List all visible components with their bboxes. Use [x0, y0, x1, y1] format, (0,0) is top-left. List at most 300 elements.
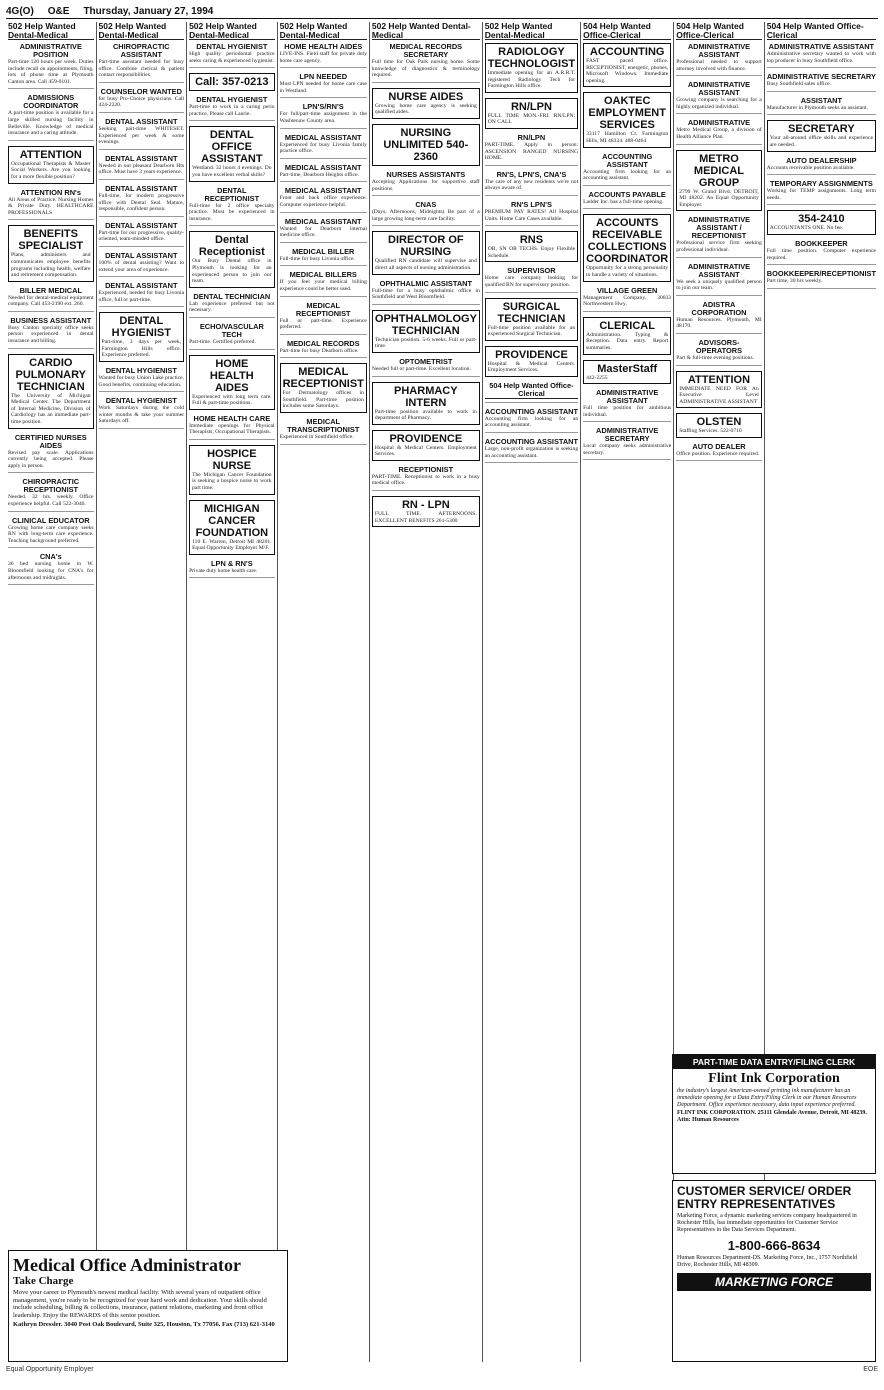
classified-ad [372, 310, 480, 353]
ad-title: DENTAL ASSISTANT [105, 116, 178, 126]
ad-text: Seeking part-time WHITESET. Experienced per week & some evenings. [98, 125, 185, 146]
ad-title: RN'S LPN'S [510, 199, 552, 209]
ad-title: ADMINISTRATIVE ASSISTANT [687, 42, 751, 59]
ad-title: PROVIDENCE [389, 432, 463, 445]
classified-ad [8, 287, 94, 312]
classified-ad [189, 323, 275, 350]
classified-ad [189, 126, 275, 181]
ad-title: HOME HEALTH AIDES [209, 357, 254, 394]
classified-ad [583, 317, 671, 355]
ad-title: COUNSELOR WANTED [100, 86, 182, 96]
ad-title: ASSISTANT [800, 95, 843, 105]
classified-ad [583, 287, 671, 312]
ad-text: IMMEDIATE NEED FOR An Executive Level ADMINISTRATIVE ASSISTANT [679, 385, 759, 405]
ad-title: BENEFITS SPECIALIST [18, 228, 84, 253]
classified-ad [583, 214, 671, 281]
ad-title: NURSING UNLIMITED 540-2360 [383, 126, 469, 163]
classified-ad [676, 150, 762, 212]
classified-ad [280, 134, 367, 159]
classified-ad [99, 367, 185, 392]
classified-ad [767, 43, 876, 68]
section-heading: 504 Help Wanted Office-Clerical [583, 22, 671, 40]
classified-ad [372, 382, 480, 425]
ad-text: 36 bed nursing home in W. Bloomfield looking for CNA's for afternoons and midnights. [8, 561, 94, 581]
ad-title: DENTAL ASSISTANT [105, 281, 178, 291]
ad-title: OPHTHALMOLOGY TECHNICIAN [374, 312, 477, 337]
classified-ad [189, 73, 275, 91]
ad-title: MEDICAL RECORDS SECRETARY [389, 42, 463, 59]
ad-title: VILLAGE GREEN [596, 285, 658, 295]
ad-text: If you feel your medical billing experience could be better used. [279, 279, 367, 292]
ad-text: Working for TEMP assignments. Long term needs. [766, 188, 876, 201]
ad-text: Needed for dental-medical equipment company. Call 453-2190 ext. 260. [8, 294, 94, 308]
ad-text: Revised pay scale. Applications currently being accepted. Please apply in person. [8, 449, 94, 469]
ad-text: Management Company. 30833 Northwestern Hwy. [583, 294, 672, 308]
ad-text: Accounts receivable position available. [766, 164, 855, 171]
classified-ad [189, 500, 275, 555]
ad-title: METRO MEDICAL GROUP [693, 152, 745, 189]
ad-text: Full or part-time. Experience preferred. [279, 317, 367, 331]
ad-text: We seek a uniquely qualified person to join our team. [676, 278, 762, 292]
ad-title: DENTAL ASSISTANT [105, 153, 178, 163]
ad-title: HOME HEALTH AIDES [284, 42, 363, 51]
ad-text: 2799 W. Grand Blvd. DETROIT, MI 48202. An Equal Opportunity Employer. [679, 188, 759, 208]
section-heading: 502 Help Wanted Dental-Medical [8, 22, 94, 40]
ad-text: Hospital & Medical Centers. Employment Services. [374, 444, 477, 458]
ad-title: CHIROPRACTIC ASSISTANT [112, 42, 170, 59]
ad-text: (Days, Afternoons, Midnights) Be part of a large growing long-term care facility. [371, 209, 480, 222]
ad-text: The University of Michigan Medical Center. The Department of Internal Medicine, Division of Cardiology has an immediate part-time position. [11, 392, 91, 426]
ad-title: TEMPORARY ASSIGNMENTS [769, 179, 873, 189]
classified-ad [583, 389, 671, 422]
ad-text: Full-time for 2 office specialty practice. Must be experienced in insurance. [189, 202, 275, 222]
classified-ad [8, 94, 94, 140]
ad-text: 442-2255 [586, 374, 608, 381]
classified-ad [8, 354, 94, 429]
ad-title: ADVISORS-OPERATORS [695, 337, 743, 355]
mforce-address: Human Resources Department-DS. Marketing Force, Inc., 1757 Northfield Drive, Rochester Hills, MI 48309. [677, 1255, 858, 1268]
ad-title: LPN & RN'S [211, 558, 253, 568]
ad-title: ATTENTION [687, 373, 751, 386]
classified-ad [8, 478, 94, 511]
ad-text: 100% of dental assisting? Want to extend your area of experience. [98, 259, 185, 273]
section-heading: 502 Help Wanted Dental-Medical [280, 22, 367, 40]
classified-ad [767, 270, 876, 289]
classified-ad [583, 191, 671, 210]
ad-text: Home care company looking for qualified RN for supervisory position. [484, 275, 579, 288]
ad-text: Full time position for ambitious individual. [583, 405, 672, 418]
ad-title: MEDICAL ASSISTANT [284, 216, 362, 226]
ad-text: Part-time to work in a caring perio practice. Please call Laurie. [189, 104, 275, 117]
ad-text: Part-time for busy Dearborn office. [279, 347, 359, 354]
classified-ad [485, 43, 578, 93]
medical-office-ad [8, 1250, 288, 1362]
ad-title: ACCOUNTING ASSISTANT [484, 406, 579, 416]
classified-ad [676, 263, 762, 296]
classified-ad [280, 271, 367, 296]
ad-title: DENTAL ASSISTANT [105, 220, 178, 230]
mforce-title: CUSTOMER SERVICE/ ORDER ENTRY REPRESENTATIVES [677, 1184, 852, 1211]
medad-subtitle: Take Charge [13, 1275, 74, 1287]
ad-title: ADMINISTRATIVE ASSISTANT [687, 80, 751, 98]
classified-ad [676, 119, 762, 144]
ad-title: DIRECTOR OF NURSING [388, 234, 464, 259]
classified-ad [189, 560, 275, 579]
footer-right: EOE [863, 1366, 878, 1373]
ad-text: FULL TIME MON.-FRI. RN/LPN: ON CALL [487, 112, 576, 126]
ad-text: FULL TIME. AFTERNOONS. EXCELLENT BENEFITS 261-5300 [374, 511, 477, 524]
ad-text: Busy Southfield sales office. [766, 81, 831, 88]
classified-ad [767, 240, 876, 265]
ad-text: Private duty home health care. [189, 567, 258, 574]
ad-text: Full-time for a busy ophthalmic office in Southfield and West Bloomfield. [371, 287, 480, 301]
ad-title: PROVIDENCE [495, 348, 568, 361]
classified-ad [676, 43, 762, 76]
ad-text: PREMIUM PAY RATES! All Hospital Units. Home Care Cases available. [484, 208, 579, 222]
ad-text: Immediate openings for Physical Therapists, Occupational Therapists. [189, 422, 275, 436]
ad-title: PHARMACY INTERN [394, 384, 458, 409]
ad-text: Manufacturer in Plymouth seeks an assistant. [766, 104, 869, 111]
ad-text: Occupational Therapists & Master Social Workers. Are you looking for a more flexible position? [11, 160, 91, 180]
classified-ad [99, 118, 185, 150]
ad-title: DENTAL TECHNICIAN [193, 291, 271, 301]
classified-ad [372, 466, 480, 491]
ad-text: 110 E. Warren, Detroit MI 48201. Equal Opportunity Employer M/F. [192, 538, 272, 552]
ad-title: ADMISSIONS COORDINATOR [23, 93, 79, 111]
ad-title: BILLER MEDICAL [19, 285, 82, 295]
ad-text: Experienced, needed for busy Livonia office, full or part-time. [98, 290, 185, 303]
classified-ad [485, 438, 578, 463]
ad-title: ADMINISTRATIVE ASSISTANT [687, 261, 751, 279]
medad-title: Medical Office Administrator [13, 1255, 241, 1275]
ad-title: ACCOUNTS PAYABLE [588, 189, 666, 199]
ad-title: OPTOMETRIST [399, 356, 453, 366]
ad-title: MEDICAL TRANSCRIPTIONIST [287, 417, 360, 435]
ad-title: MEDICAL ASSISTANT [284, 162, 362, 172]
classified-ad [280, 164, 367, 183]
classified-ad [189, 445, 275, 495]
classified-ad [485, 98, 578, 129]
section-heading: 504 Help Wanted Office-Clerical [676, 22, 762, 40]
ad-title: NURSES ASSISTANTS [386, 169, 466, 179]
classified-ad [485, 382, 578, 403]
classified-ad [676, 339, 762, 366]
ad-text: Wanted for Dearborn internal medicine office. [279, 225, 367, 239]
ad-title: ADMINISTRATIVE SECRETARY [596, 426, 659, 444]
classified-ad [676, 216, 762, 257]
ad-text: ACCOUNTANTS ONE. No fee. [769, 225, 844, 232]
classified-ad [99, 43, 185, 83]
classified-ad [280, 363, 367, 413]
ad-title: ADMINISTRATIVE ASSISTANT [768, 42, 875, 51]
ad-title: DENTAL ASSISTANT [105, 250, 178, 260]
classified-ad [372, 201, 480, 226]
ad-text: Experienced with long term care. Full & part-time positions. [192, 393, 272, 407]
classified-ad [8, 317, 94, 349]
ad-text: Full-time position available for an experienced Surgical Technician. [487, 324, 576, 338]
ad-title: OPHTHALMIC ASSISTANT [379, 278, 473, 288]
classified-ad [280, 43, 367, 68]
ad-title: ACCOUNTS RECEIVABLE COLLECTIONS COORDINATOR [586, 217, 669, 266]
ad-title: DENTAL HYGIENIST [196, 42, 268, 51]
ad-text: LIVE-INS. Field staff for private duty home care agency. [279, 51, 367, 64]
ad-title: 354-2410 [798, 213, 845, 226]
section-heading: 502 Help Wanted Dental-Medical [485, 22, 578, 40]
ad-text: Administration. Typing & Reception. Data entry. Report summaries. [586, 331, 669, 351]
classified-ad [676, 81, 762, 114]
ad-title: RN'S, LPN'S, CNA'S [496, 169, 567, 179]
ad-text: High quality periodontal practice seeks caring & experienced hygienist. [189, 51, 275, 64]
classified-ad [485, 171, 578, 196]
classified-ad [372, 280, 480, 305]
ad-text: Office position. Experience required. [676, 450, 760, 457]
classified-ad [8, 43, 94, 89]
ad-title: SUPERVISOR [507, 266, 556, 276]
classified-ad [767, 120, 876, 151]
ad-title: DENTAL OFFICE ASSISTANT [201, 129, 263, 166]
ad-title: CLINICAL EDUCATOR [11, 515, 90, 525]
ad-text: Opportunity for a strong personality to handle a variety of situations. [586, 265, 669, 278]
classified-ad [485, 408, 578, 433]
section-heading: 502 Help Wanted Dental-Medical [372, 22, 480, 40]
ad-title: ATTENTION [19, 148, 82, 161]
classified-ad [372, 496, 480, 527]
ad-title: ADMINISTRATIVE ASSISTANT / RECEPTIONIST [687, 215, 751, 241]
classified-ad [99, 88, 185, 113]
medad-text: Move your career to Plymouth's newest medical facility. With several years of outpatient office management, you're ready to be recognized for your hard work and dedication. Your skills should include scheduling, billing & collections, insurance, patient relations, marketing and front office leadership. Enjoy the REWARDS of this senior position. [13, 1289, 267, 1319]
classified-ad [767, 180, 876, 205]
ad-text: Needed. 32 hrs. weekly. Office experience helpful. Call 522-3040. [8, 494, 94, 507]
classified-ad [280, 418, 367, 445]
classified-ad [485, 201, 578, 226]
ad-title: ECHO/VASCULAR TECH [199, 321, 264, 339]
ad-title: ADMINISTRATIVE POSITION [19, 42, 82, 59]
section-heading: 504 Help Wanted Office-Clerical [767, 22, 876, 40]
ad-text: Ladder Inc. has a full-time opening. [583, 198, 664, 205]
ad-title: OAKTEC EMPLOYMENT SERVICES [588, 95, 666, 132]
classified-ad [280, 248, 367, 267]
ad-title: DENTAL HYGIENIST [111, 315, 171, 340]
ad-title: ATTENTION RN's [20, 187, 81, 197]
ad-text: Administrative secretary wanted to work with top producer in busy Southfield office. [766, 51, 876, 64]
mforce-phone: 1-800-666-8634 [727, 1238, 821, 1253]
ad-text: Plans, administers and communicates employee benefits programs including health, welfare and retirement compensation. [11, 252, 91, 279]
ad-text: Full-time, for modern progressive office with Dental Seal. Mature, responsible, confident person. [98, 192, 185, 213]
classified-ad [767, 73, 876, 92]
ad-title: CLERICAL [599, 319, 655, 332]
ad-text: Needed in our pleasant Dearborn Hts office. Must have 3 years experience. [98, 162, 185, 176]
classified-ad [372, 358, 480, 377]
classified-ad [8, 517, 94, 549]
ad-title: RN/LPN [510, 100, 552, 113]
ad-title: CHIROPRACTIC RECEPTIONIST [22, 477, 80, 495]
classified-ad [189, 231, 275, 287]
ad-title: DENTAL HYGIENIST [105, 396, 177, 406]
ad-text: Growing home care company seeks RN with long-term care experience. Teaching background preferred. [8, 524, 94, 544]
flint-address: FLINT INK CORPORATION. 25111 Glendale Avenue, Detroit, MI 48239. Attn: Human Resources [677, 1110, 867, 1123]
ad-title: ADISTRA CORPORATION [691, 299, 747, 317]
ad-text: Part-time, Dearborn Heights office. [279, 171, 359, 178]
classified-ad [583, 427, 671, 460]
ad-title: BUSINESS ASSISTANT [10, 315, 92, 325]
ad-title: ADMINISTRATIVE ASSISTANT [596, 388, 659, 406]
mforce-text: Marketing Force, a dynamic marketing services company headquartered in Rochester Hills, has immediate opportunities for Customer Service Representatives in the Data Services Department. [677, 1213, 857, 1233]
classified-ad [372, 171, 480, 196]
page-number: 4G(O) [6, 5, 34, 17]
classified-column [6, 22, 97, 1362]
classified-ad [372, 430, 480, 461]
classified-ad [485, 346, 578, 377]
classified-ad [99, 252, 185, 277]
section-heading: 502 Help Wanted Dental-Medical [189, 22, 275, 40]
ad-text: Experienced for busy Livonia family practice office. [279, 141, 367, 155]
flint-ink-ad [672, 1054, 876, 1174]
ad-text: Westland. 32 hours 4 evenings. Do you have excellent verbal skills? [192, 165, 272, 178]
ad-text: Full-time for busy Livonia office. [279, 255, 355, 262]
ad-title: DENTAL ASSISTANT [105, 183, 178, 193]
ad-text: for busy Pro-Choice physicians. Call 424-2220. [98, 95, 185, 109]
ad-title: 504 Help Wanted Office-Clerical [485, 382, 578, 399]
page-footer [6, 1366, 878, 1373]
ad-text: Part-time assistant needed for busy office. Combine clerical & patient contact responsibilities. [98, 59, 185, 79]
ad-title: ACCOUNTING ASSISTANT [484, 437, 579, 447]
ad-title: CERTIFIED NURSES AIDES [14, 432, 87, 450]
ad-text: Qualified RN candidate will supervise and direct all aspects of nursing administration. [374, 258, 477, 271]
ad-text: Metro Medical Group, a division of Health Alliance Plan. [676, 127, 762, 140]
ad-title: CARDIO PULMONARY TECHNICIAN [15, 356, 86, 393]
ad-text: Hospital & Medical Centers. Employment Services. [487, 360, 576, 374]
ad-text: Lab experience preferred but not necessary. [189, 300, 275, 314]
ad-text: Local company seeks administrative secretary. [583, 443, 672, 456]
ad-text: Accounting firm looking for an accounting assistant. [583, 168, 672, 182]
ad-text: Front and back office experience. Computer experience helpful. [279, 195, 367, 208]
ad-text: Part & full-time evening positions. [676, 354, 755, 361]
ad-text: Wanted for busy Union Lake practice. Good benefits, continuing education. [98, 375, 185, 388]
classified-ad [99, 222, 185, 247]
ad-text: Technician position. 5-6 weeks. Full or part-time. [374, 336, 477, 350]
ad-title: ADMINISTRATIVE SECRETARY [766, 72, 876, 82]
ad-title: NURSE AIDES [388, 90, 464, 103]
classified-ad [485, 134, 578, 166]
classified-column [483, 22, 581, 1362]
ad-title: MEDICAL ASSISTANT [284, 186, 362, 196]
classified-ad [676, 371, 762, 409]
ad-title: MICHIGAN CANCER FOUNDATION [195, 502, 269, 539]
ad-title: SURGICAL TECHNICIAN [497, 300, 566, 325]
classified-ad [280, 340, 367, 359]
classified-column [370, 22, 483, 1362]
classified-ad [280, 218, 367, 243]
issue-date: Thursday, January 27, 1994 [83, 5, 214, 17]
ad-title: ACCOUNTING ASSISTANT [602, 151, 653, 169]
classified-ad [280, 187, 367, 212]
masthead [6, 4, 878, 19]
ad-title: CNAS [415, 200, 437, 210]
ad-text: Accepting Applications for supportive staff positions. [371, 178, 480, 192]
ad-title: HOME HEALTH CARE [193, 413, 271, 423]
ad-title: MEDICAL RECEPTIONIST [282, 366, 364, 391]
ad-text: Immediate opening for an A.R.R.T. registered Radiology Tech for Farmington Hills office. [487, 70, 576, 90]
ad-text: Work Saturdays during the cold winter months & take your summer Saturdays off. [98, 405, 185, 425]
ad-title: LPN'S/RN'S [302, 102, 344, 112]
ad-text: For Dermatology offices in Southfield. Part-time position includes some Saturdays. [282, 390, 364, 410]
classified-ad [583, 92, 671, 147]
marketing-force-ad [672, 1180, 876, 1362]
classified-ad [8, 434, 94, 474]
ad-text: Part-time 120 hours per week. Duties include recall on appointments, filing, lots of phone time at Plymouth Canton area. Call 459-0101. [8, 59, 94, 85]
classified-ad [8, 553, 94, 585]
ad-text: Must LPN needed for home care case in Westland. [279, 81, 367, 94]
ad-text: A part-time position is available for a large skilled nursing facility in Belleville. Knowledge of medical insurance and a caring attitude. [8, 110, 94, 137]
ad-text: Busy Canton specialty office seeks person experienced in dental insurance and billing. [8, 324, 94, 345]
ad-title: OLSTEN [696, 416, 742, 429]
ad-title: MasterStaff [597, 362, 658, 375]
ad-title: RECEPTIONIST [398, 464, 454, 474]
ad-text: Human Resources. Plymouth, MI 48170. [676, 316, 762, 330]
ad-title: Call: 357-0213 [195, 76, 269, 89]
classified-ad [189, 293, 275, 318]
classified-ad [189, 43, 275, 68]
classified-ad [767, 97, 876, 116]
paper-name: O&E [47, 5, 70, 17]
flint-banner: PART-TIME DATA ENTRY/FILING CLERK [673, 1055, 875, 1069]
ad-text: PART-TIME. Receptionist to work in a busy medical office. [371, 473, 480, 487]
ad-title: RN - LPN [401, 499, 450, 512]
ad-text: Part-time. Certified preferred. [189, 338, 256, 345]
classified-ad [189, 187, 275, 227]
ad-title: AUTO DEALERSHIP [786, 155, 857, 165]
ad-text: 33117 Hamilton Ct. Farmington Hills, MI 48334. 488-0464 [586, 131, 669, 144]
ad-text: Part time, 30 hrs weekly. [766, 278, 823, 285]
marketing-force-logo: MARKETING FORCE [677, 1273, 871, 1291]
classified-column [97, 22, 188, 1362]
classified-ad [99, 185, 185, 217]
flint-text: the industry's largest American-owned printing ink manufacturer has an immediate opening for a Data Entry/Filing Clerk in our Human Resources Department. Office experience necessary, data input experience preferred. [677, 1088, 857, 1108]
classified-ad [99, 312, 185, 362]
classified-ad [189, 96, 275, 121]
ad-title: BOOKKEEPER/RECEPTIONIST [766, 269, 876, 279]
ad-text: Large, non-profit organization is seeking an accounting assistant. [484, 446, 579, 459]
classified-ad [583, 153, 671, 186]
ad-text: Part-time position available to work in department of Pharmacy. [374, 408, 477, 422]
classified-ad [583, 360, 671, 385]
ad-text: Full time position. Computer experience required. [766, 247, 876, 261]
ad-title: DENTAL HYGIENIST [196, 95, 268, 105]
ad-title: RADIOLOGY TECHNOLOGIST [487, 46, 576, 70]
classified-ad [8, 146, 94, 184]
classified-ad [99, 282, 185, 307]
classified-ad [583, 43, 671, 87]
ad-text: Growing company is searching for a highly organized individual. [676, 97, 762, 110]
ad-title: CNA's [39, 552, 62, 562]
ad-text: PART-TIME. Apply in person: ASCENSION RANGED NURSING HOME. [484, 141, 579, 162]
ad-text: OR, SN OR TECHS. Enjoy Flexible Schedule. [487, 246, 576, 259]
classified-ad [189, 415, 275, 440]
classified-ad [372, 88, 480, 119]
classified-ad [372, 124, 480, 166]
classified-ad [280, 302, 367, 335]
classified-column [581, 22, 674, 1362]
ad-title: MEDICAL RECEPTIONIST [295, 300, 351, 318]
ad-title: DENTAL RECEPTIONIST [204, 185, 260, 203]
classified-ad [485, 231, 578, 262]
ad-text: Experienced in Southfield office. [279, 434, 354, 441]
ad-title: ACCOUNTING [589, 46, 665, 58]
ad-text: Part-time for our progressive, quality-oriented, team-minded office. [98, 229, 185, 243]
ad-text: All Areas of Practice. Nursing Homes & Private Duty. HEALTHCARE PROFESSIONALS [8, 196, 94, 216]
classified-ad [189, 355, 275, 410]
ad-text: For full/part-time assignment in the Washtenaw County area. [279, 111, 367, 124]
